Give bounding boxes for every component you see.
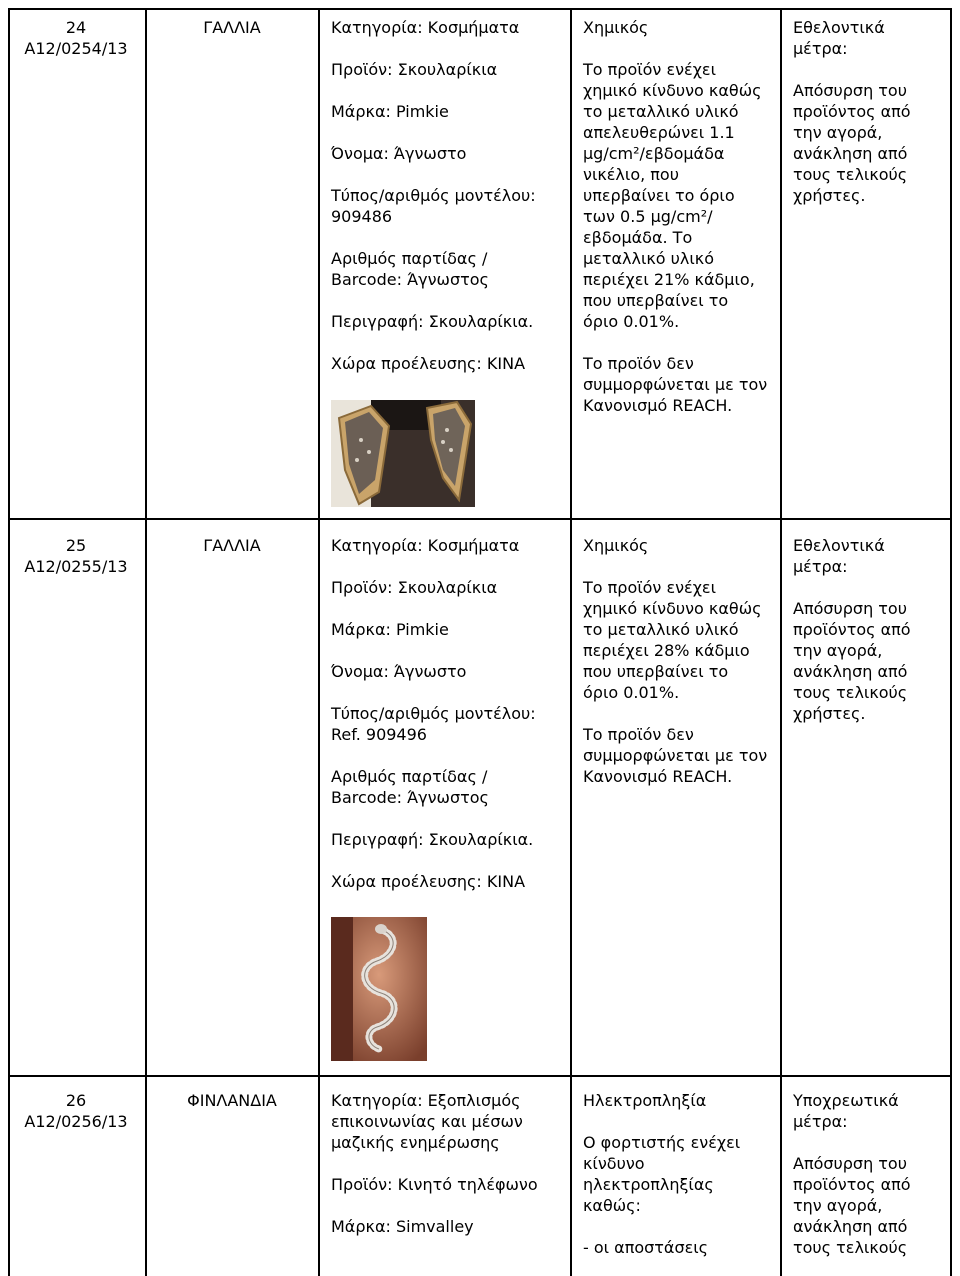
risk-description: Το προϊόν ενέχει χημικό κίνδυνο καθώς το μεταλλικό υλικό απελευθερώνει 1.1 μg/cm²/εβδομάδα νικέλιο, που υπερβαίνει το όριο των 0.5 μg/cm²/εβδομάδα. Το μεταλλικό υλικό περιέχει 21% κάδμιο, που υπερβαίνει το όριο 0.01%. — [583, 60, 762, 331]
product-brand: Μάρκα: Simvalley — [331, 1217, 474, 1236]
product-type: Προϊόν: Σκουλαρίκια — [331, 60, 498, 79]
measures-cell — [793, 17, 943, 206]
risk-type: Χημικός — [583, 536, 649, 555]
product-name: Όνομα: Άγνωστο — [331, 662, 467, 681]
measures-cell — [793, 535, 943, 724]
row-number: 26 — [65, 1091, 87, 1110]
risk-compliance-note: Το προϊόν δεν συμμορφώνεται με τον Κανονισμό REACH. — [583, 725, 768, 786]
product-category: Κατηγορία: Κοσμήματα — [331, 18, 520, 37]
country-cell — [150, 1090, 314, 1111]
risk-cell — [583, 17, 768, 416]
row-divider — [8, 1075, 952, 1077]
row-number: 24 — [65, 18, 87, 37]
product-cell — [331, 535, 563, 892]
country-name: ΓΑΛΛΙΑ — [203, 536, 261, 555]
measures-type: Εθελοντικά μέτρα: — [793, 536, 885, 576]
product-name: Όνομα: Άγνωστο — [331, 144, 467, 163]
risk-type: Χημικός — [583, 18, 649, 37]
table-border-top — [8, 8, 952, 10]
column-divider — [570, 8, 572, 1276]
risk-description: Το προϊόν ενέχει χημικό κίνδυνο καθώς το μεταλλικό υλικό περιέχει 28% κάδμιο που υπερβαίνει το όριο 0.01%. — [583, 578, 762, 702]
product-model: Τύπος/αριθμός μοντέλου: 909486 — [331, 186, 536, 226]
column-divider — [780, 8, 782, 1276]
product-cell — [331, 1090, 563, 1237]
measures-description: Απόσυρση του προϊόντος από την αγορά, ανάκληση από τους τελικούς χρήστες. — [793, 599, 911, 723]
product-model: Τύπος/αριθμός μοντέλου: Ref. 909496 — [331, 704, 536, 744]
product-description: Περιγραφή: Σκουλαρίκια. — [331, 830, 534, 849]
measures-type: Εθελοντικά μέτρα: — [793, 18, 885, 58]
product-category: Κατηγορία: Κοσμήματα — [331, 536, 520, 555]
country-cell — [150, 17, 314, 38]
product-batch: Αριθμός παρτίδας / Barcode: Άγνωστος — [331, 767, 489, 807]
product-cell — [331, 17, 563, 374]
table-border-left — [8, 8, 10, 1276]
reference-code: A12/0256/13 — [24, 1112, 128, 1131]
notification-id-cell — [12, 1090, 140, 1132]
risk-compliance-note: Το προϊόν δεν συμμορφώνεται με τον Κανονισμό REACH. — [583, 354, 768, 415]
risk-cell — [583, 1090, 768, 1258]
product-photo — [331, 917, 427, 1061]
measures-description: Απόσυρση του προϊόντος από την αγορά, ανάκληση από τους τελικούς χρήστες. — [793, 81, 911, 205]
column-divider — [318, 8, 320, 1276]
column-divider — [145, 8, 147, 1276]
table-border-right — [950, 8, 952, 1276]
reference-code: A12/0255/13 — [24, 557, 128, 576]
risk-type: Ηλεκτροπληξία — [583, 1091, 707, 1110]
risk-detail: - οι αποστάσεις — [583, 1238, 709, 1257]
product-description: Περιγραφή: Σκουλαρίκια. — [331, 312, 534, 331]
product-brand: Μάρκα: Pimkie — [331, 620, 449, 639]
measures-cell — [793, 1090, 943, 1258]
notification-id-cell — [12, 535, 140, 577]
product-origin: Χώρα προέλευσης: ΚΙΝΑ — [331, 354, 526, 373]
country-cell — [150, 535, 314, 556]
product-origin: Χώρα προέλευσης: ΚΙΝΑ — [331, 872, 526, 891]
product-batch: Αριθμός παρτίδας / Barcode: Άγνωστος — [331, 249, 489, 289]
risk-description: Ο φορτιστής ενέχει κίνδυνο ηλεκτροπληξίας καθώς: — [583, 1133, 741, 1215]
country-name: ΓΑΛΛΙΑ — [203, 18, 261, 37]
product-brand: Μάρκα: Pimkie — [331, 102, 449, 121]
row-number: 25 — [65, 536, 87, 555]
country-name: ΦΙΝΛΑΝΔΙΑ — [187, 1091, 277, 1110]
risk-cell — [583, 535, 768, 787]
reference-code: A12/0254/13 — [24, 39, 128, 58]
measures-type: Υποχρεωτικά μέτρα: — [793, 1091, 899, 1131]
product-category: Κατηγορία: Εξοπλισμός επικοινωνίας και μέσων μαζικής ενημέρωσης — [331, 1091, 523, 1152]
product-type: Προϊόν: Σκουλαρίκια — [331, 578, 498, 597]
product-type: Προϊόν: Κινητό τηλέφωνο — [331, 1175, 538, 1194]
measures-description: Απόσυρση του προϊόντος από την αγορά, ανάκληση από τους τελικούς — [793, 1154, 911, 1257]
row-divider — [8, 518, 952, 520]
notification-id-cell — [12, 17, 140, 59]
product-photo — [331, 400, 475, 507]
